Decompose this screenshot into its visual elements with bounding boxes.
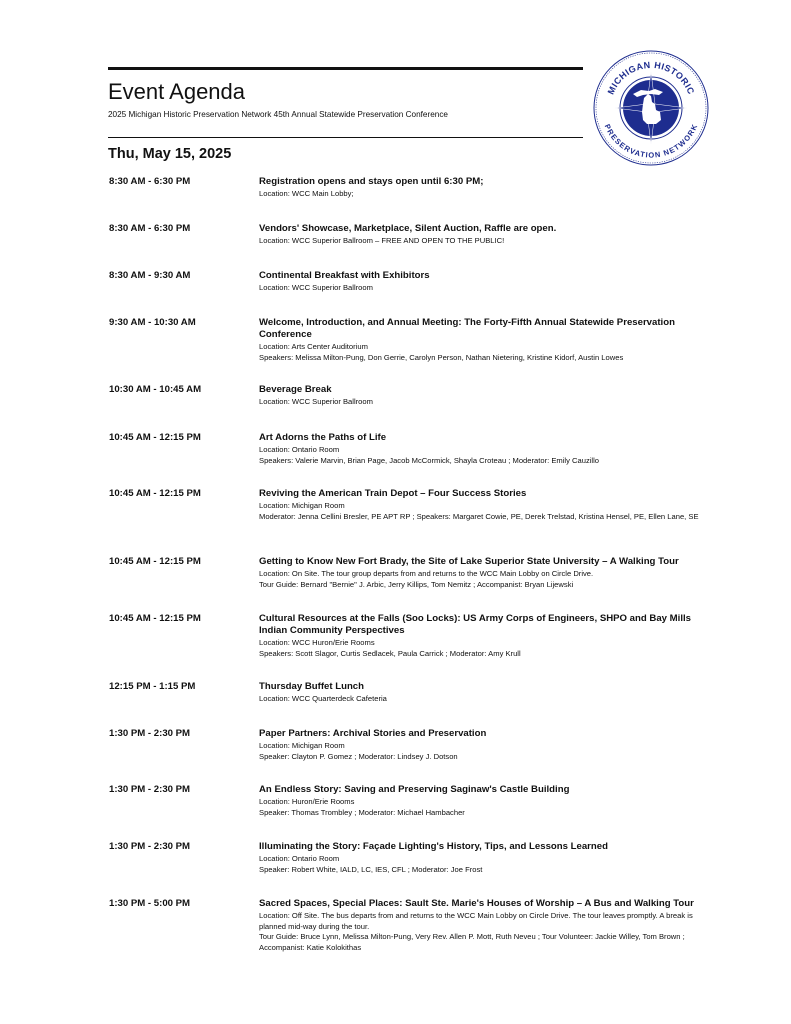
agenda-item-location: Location: Arts Center Auditorium [259, 342, 368, 351]
header-divider [108, 137, 583, 138]
agenda-item-time: 1:30 PM - 2:30 PM [109, 784, 191, 795]
agenda-item-time: 8:30 AM - 9:30 AM [109, 270, 191, 281]
agenda-item-details [259, 223, 711, 247]
mhpn-seal-logo [589, 50, 713, 166]
agenda-item-title: Reviving the American Train Depot – Four Success Stories [259, 488, 527, 499]
agenda-item-time: 10:45 AM - 12:15 PM [109, 556, 201, 567]
agenda-item-time: 8:30 AM - 6:30 PM [109, 223, 191, 234]
agenda-item-people: Tour Guide: Bruce Lynn, Melissa Milton-Pung, Very Rev. Allen P. Mott, Ruth Neveu ; Tour Volunteer: Jackie Willey, Tom Brown ; Accompanist: Katie Kolokithas [259, 932, 685, 952]
agenda-item-people: Speakers: Melissa Milton-Pung, Don Gerrie, Carolyn Person, Nathan Nietering, Kristine Kidorf, Austin Lowes [259, 352, 624, 362]
agenda-item-time: 1:30 PM - 5:00 PM [109, 898, 191, 909]
agenda-item-details [259, 728, 711, 762]
agenda-item-details [259, 432, 711, 466]
agenda-item-location: Location: On Site. The tour group departs from and returns to the WCC Main Lobby on Circle Drive. [259, 569, 594, 578]
agenda-item-title: Getting to Know New Fort Brady, the Site of Lake Superior State University – A Walking Tour [259, 556, 679, 567]
agenda-item-title: Vendors' Showcase, Marketplace, Silent Auction, Raffle are open. [259, 223, 557, 234]
agenda-item-time: 1:30 PM - 2:30 PM [109, 728, 191, 739]
agenda-item-details [259, 556, 711, 590]
agenda-item-people: Speaker: Clayton P. Gomez ; Moderator: Lindsey J. Dotson [259, 751, 458, 761]
agenda-item-location: Location: Michigan Room [259, 501, 345, 510]
agenda-item-location: Location: Michigan Room [259, 741, 345, 750]
agenda-item-people: Moderator: Jenna Cellini Bresler, PE APT RP ; Speakers: Margaret Cowie, PE, Derek Trelstad, Kristina Hensel, PE, Ellen Lane, SE [259, 511, 699, 521]
agenda-item-time: 10:45 AM - 12:15 PM [109, 432, 201, 443]
agenda-item-title: Registration opens and stays open until 6:30 PM; [259, 176, 484, 187]
agenda-item-time: 10:45 AM - 12:15 PM [109, 613, 201, 624]
agenda-item-time: 10:45 AM - 12:15 PM [109, 488, 201, 499]
agenda-item-details [259, 613, 711, 659]
agenda-item-people: Speakers: Valerie Marvin, Brian Page, Jacob McCormick, Shayla Croteau ; Moderator: Emily Cauzillo [259, 455, 600, 465]
agenda-item-people: Speaker: Thomas Trombley ; Moderator: Michael Hambacher [259, 807, 465, 817]
agenda-item-title: Art Adorns the Paths of Life [259, 432, 387, 443]
seal-text-top: MICHIGAN HISTORIC [605, 59, 697, 96]
agenda-item-title: Continental Breakfast with Exhibitors [259, 270, 430, 281]
agenda-item-time: 12:15 PM - 1:15 PM [109, 681, 196, 692]
agenda-item-details [259, 681, 711, 705]
page-title: Event Agenda [108, 79, 246, 104]
agenda-item-details [259, 841, 711, 875]
agenda-item-time: 10:30 AM - 10:45 AM [109, 384, 202, 395]
agenda-item-details [259, 317, 711, 363]
agenda-item-location: Location: WCC Huron/Erie Rooms [259, 638, 375, 647]
agenda-item-details [259, 270, 711, 294]
seal-text-bottom: PRESERVATION NETWORK [602, 122, 700, 160]
agenda-item-people: Tour Guide: Bernard "Bernie" J. Arbic, Jerry Killips, Tom Nemitz ; Accompanist: Bryan Lijewski [259, 579, 574, 589]
agenda-item-location: Location: WCC Superior Ballroom – FREE AND OPEN TO THE PUBLIC! [259, 236, 505, 245]
agenda-item-time: 8:30 AM - 6:30 PM [109, 176, 191, 187]
agenda-item-details [259, 784, 711, 818]
agenda-item-people: Speaker: Robert White, IALD, LC, IES, CFL ; Moderator: Joe Frost [259, 864, 483, 874]
agenda-item-location: Location: WCC Superior Ballroom [259, 283, 373, 292]
top-rule [108, 67, 583, 70]
agenda-date: Thu, May 15, 2025 [108, 146, 232, 162]
agenda-item-location: Location: Huron/Erie Rooms [259, 797, 355, 806]
agenda-item-details [259, 384, 711, 408]
agenda-item-title: Illuminating the Story: Façade Lighting's History, Tips, and Lessons Learned [259, 841, 608, 852]
agenda-item-time: 9:30 AM - 10:30 AM [109, 317, 196, 328]
agenda-item-time: 1:30 PM - 2:30 PM [109, 841, 191, 852]
agenda-item-title: An Endless Story: Saving and Preserving Saginaw's Castle Building [259, 784, 570, 795]
agenda-item-location: Location: Ontario Room [259, 854, 340, 863]
agenda-item-title: Welcome, Introduction, and Annual Meeting: The Forty-Fifth Annual Statewide Preservation Conference [259, 317, 675, 340]
agenda-item-location: Location: WCC Main Lobby; [259, 189, 354, 198]
agenda-item-location: Location: WCC Quarterdeck Cafeteria [259, 694, 387, 703]
agenda-item-location: Location: Off Site. The bus departs from and returns to the WCC Main Lobby on Circle Drive. The tour leaves promptly. A break is planned mid-way during the tour. [259, 911, 693, 931]
agenda-item-details [259, 898, 711, 953]
agenda-item-title: Sacred Spaces, Special Places: Sault Ste. Marie's Houses of Worship – A Bus and Walking Tour [259, 898, 694, 909]
agenda-item-title: Cultural Resources at the Falls (Soo Locks): US Army Corps of Engineers, SHPO and Bay Mills Indian Community Perspectives [259, 613, 691, 636]
agenda-item-title: Paper Partners: Archival Stories and Preservation [259, 728, 487, 739]
agenda-item-details [259, 176, 711, 200]
agenda-item-location: Location: WCC Superior Ballroom [259, 397, 373, 406]
agenda-item-location: Location: Ontario Room [259, 445, 340, 454]
agenda-item-people: Speakers: Scott Slagor, Curtis Sedlacek, Paula Carrick ; Moderator: Amy Krull [259, 648, 521, 658]
agenda-item-title: Thursday Buffet Lunch [259, 681, 364, 692]
agenda-item-title: Beverage Break [259, 384, 332, 395]
page-subtitle: 2025 Michigan Historic Preservation Network 45th Annual Statewide Preservation Conference [108, 110, 448, 119]
agenda-item-details [259, 488, 711, 522]
